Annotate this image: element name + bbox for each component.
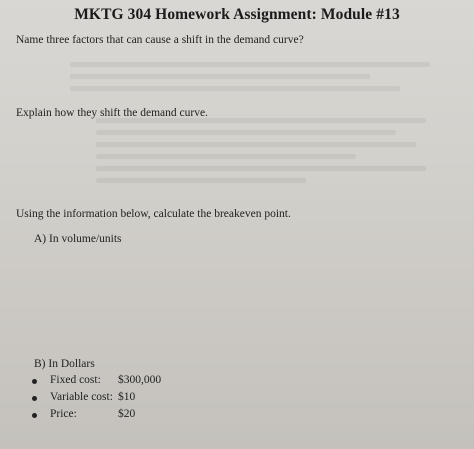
- list-item-value: $10: [118, 391, 136, 403]
- list-item-value: $300,000: [118, 374, 162, 386]
- question-breakeven: Using the information below, calculate the breakeven point.: [16, 208, 291, 220]
- part-b-dollars: B) In Dollars: [34, 358, 95, 370]
- list-item-label: Price:: [50, 408, 77, 420]
- bullet-icon: [32, 396, 37, 401]
- list-item-label: Fixed cost:: [50, 374, 101, 386]
- list-item-label: Variable cost:: [50, 391, 113, 403]
- list-item-value: $20: [118, 408, 136, 420]
- page-title: MKTG 304 Homework Assignment: Module #13: [74, 6, 400, 23]
- part-a-volume-units: A) In volume/units: [34, 233, 122, 245]
- question-explain-shift: Explain how they shift the demand curve.: [16, 107, 208, 119]
- bullet-icon: [32, 379, 37, 384]
- question-demand-shift-factors: Name three factors that can cause a shift in the demand curve?: [16, 34, 304, 46]
- bullet-icon: [32, 413, 37, 418]
